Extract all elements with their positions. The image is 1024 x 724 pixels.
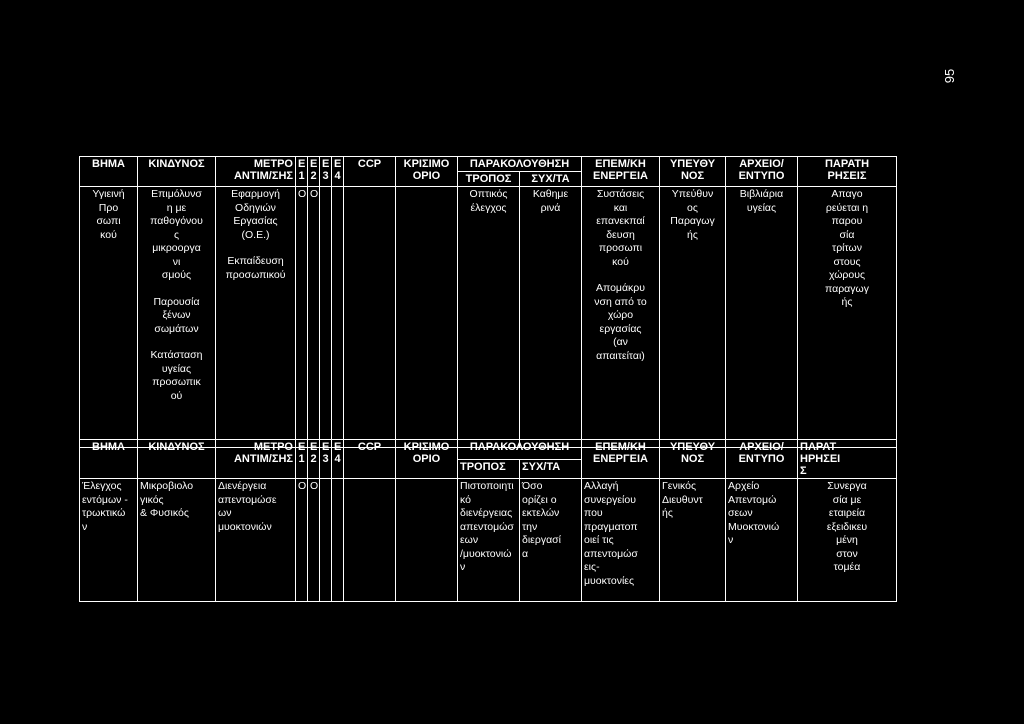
col-e3-header: Ε 3 (320, 440, 332, 479)
col-records-header: ΑΡΧΕΙΟ/ ΕΝΤΥΠΟ (726, 440, 798, 479)
col-measure-header: ΜΕΤΡΟ ΑΝΤΙΜ/ΣΗΣ (216, 157, 296, 187)
cell-e3 (320, 479, 332, 602)
col-step-header: ΒΗΜΑ (80, 440, 138, 479)
cell-measure: Διενέργεια απεντομώσε ων μυοκτονιών (216, 479, 296, 602)
cell-e4 (332, 479, 344, 602)
col-ccp-header: CCP (344, 440, 396, 479)
col-e1-header: Ε 1 (296, 440, 308, 479)
col-remarks-header: ΠΑΡΑΤΗ ΡΗΣΕΙΣ (798, 157, 897, 187)
haccp-table-personal-hygiene (79, 156, 897, 448)
col-e4-header: Ε 4 (332, 157, 344, 187)
cell-measure: Εφαρμογή Οδηγιών Εργασίας (Ο.Ε.) Εκπαίδευση προσωπικού (216, 187, 296, 448)
col-method-header: ΤΡΟΠΟΣ (458, 459, 520, 479)
col-hazard-header: ΚΙΝΔΥΝΟΣ (138, 157, 216, 187)
col-e3-header: Ε 3 (320, 157, 332, 187)
cell-hazard: Μικροβιολο γικός & Φυσικός (138, 479, 216, 602)
cell-method: Πιστοποιητι κό διενέργειας απεντομώσ εων /μυοκτονιώ ν (458, 479, 520, 602)
cell-frequency: Καθημε ρινά (520, 187, 582, 448)
cell-method: Οπτικός έλεγχος (458, 187, 520, 448)
cell-corrective: Αλλαγή συνεργείου που πραγματοπ οιεί τις απεντομώσ εις- μυοκτονίες (582, 479, 660, 602)
cell-step: Υγιεινή Προ σωπι κού (80, 187, 138, 448)
col-measure-header: ΜΕΤΡΟ ΑΝΤΙΜ/ΣΗΣ (216, 440, 296, 479)
col-e2-header: Ε 2 (308, 157, 320, 187)
haccp-table-pest-control (79, 439, 897, 602)
col-critical-limit-header: ΚΡΙΣΙΜΟ ΟΡΙΟ (396, 440, 458, 479)
cell-critical-limit (396, 479, 458, 602)
cell-remarks: Συνεργα σία με εταιρεία εξειδικευ μένη στον τομέα (798, 479, 897, 602)
cell-critical-limit (396, 187, 458, 448)
col-e1-header: Ε 1 (296, 157, 308, 187)
cell-e3 (320, 187, 332, 448)
col-ccp-header: CCP (344, 157, 396, 187)
cell-records: Αρχείο Απεντομώ σεων Μυοκτονιώ ν (726, 479, 798, 602)
cell-ccp (344, 187, 396, 448)
cell-responsible: Υπεύθυν ος Παραγωγ ής (660, 187, 726, 448)
col-e4-header: Ε 4 (332, 440, 344, 479)
col-hazard-header: ΚΙΝΔΥΝΟΣ (138, 440, 216, 479)
page-number: 95 (942, 68, 957, 84)
cell-ccp (344, 479, 396, 602)
cell-remarks: Απαγο ρεύεται η παρου σία τρίτων στους χώρους παραγωγ ής (798, 187, 897, 448)
col-monitoring-header: ΠΑΡΑΚΟΛΟΥΘΗΣΗ (458, 440, 582, 460)
cell-step: Έλεγχος εντόμων - τρωκτικώ ν (80, 479, 138, 602)
cell-hazard: Επιμόλυνσ η με παθογόνου ς μικροοργα νι σμούς Παρουσία ξένων σωμάτων Κατάσταση υγείας προσωπικ ού (138, 187, 216, 448)
col-corrective-header: ΕΠΕΜ/ΚΗ ΕΝΕΡΓΕΙΑ (582, 440, 660, 479)
col-corrective-header: ΕΠΕΜ/ΚΗ ΕΝΕΡΓΕΙΑ (582, 157, 660, 187)
col-frequency-header: ΣΥΧ/ΤΑ (520, 459, 582, 479)
cell-responsible: Γενικός Διευθυντ ής (660, 479, 726, 602)
col-responsible-header: ΥΠΕΥΘΥ ΝΟΣ (660, 157, 726, 187)
col-step-header: ΒΗΜΑ (80, 157, 138, 187)
cell-e2: Ο (308, 479, 320, 602)
cell-corrective: Συστάσεις και επανεκπαί δευση προσωπι κού Απομάκρυ νση από το χώρο εργασίας (αν απαιτείται) (582, 187, 660, 448)
col-e2-header: Ε 2 (308, 440, 320, 479)
cell-records: Βιβλιάρια υγείας (726, 187, 798, 448)
col-frequency-header: ΣΥΧ/ΤΑ (520, 172, 582, 187)
cell-e1: Ο (296, 479, 308, 602)
col-method-header: ΤΡΟΠΟΣ (458, 172, 520, 187)
col-remarks-header: ΠΑΡΑΤ ΗΡΗΣΕΙ Σ (798, 440, 897, 479)
col-monitoring-header: ΠΑΡΑΚΟΛΟΥΘΗΣΗ (458, 157, 582, 172)
col-critical-limit-header: ΚΡΙΣΙΜΟ ΟΡΙΟ (396, 157, 458, 187)
col-responsible-header: ΥΠΕΥΘΥ ΝΟΣ (660, 440, 726, 479)
cell-e4 (332, 187, 344, 448)
col-records-header: ΑΡΧΕΙΟ/ ΕΝΤΥΠΟ (726, 157, 798, 187)
cell-frequency: Όσο ορίζει ο εκτελών την διεργασί α (520, 479, 582, 602)
cell-e1: Ο (296, 187, 308, 448)
cell-e2: Ο (308, 187, 320, 448)
